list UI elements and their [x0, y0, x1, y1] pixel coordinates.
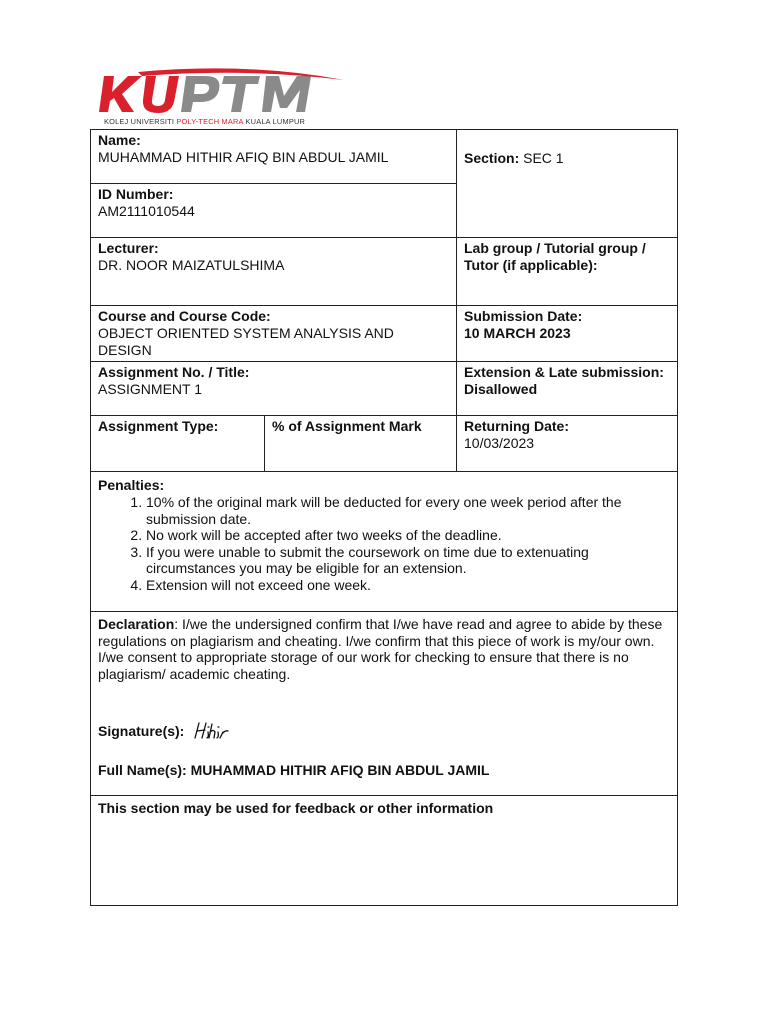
kuptm-logo: [98, 66, 348, 128]
lecturer-label: Lecturer:: [98, 240, 159, 256]
lecturer-cell: [91, 238, 457, 306]
assignment-cell: [91, 362, 457, 416]
section-cell: [457, 130, 678, 238]
lecturer-value: DR. NOOR MAIZATULSHIMA: [98, 257, 285, 273]
section-value: SEC 1: [519, 150, 564, 166]
handwritten-signature: [192, 720, 238, 742]
penalty-item: 1. 10% of the original mark will be deducted for every one week period after the submission date.: [146, 494, 670, 527]
fullname-value: MUHAMMAD HITHIR AFIQ BIN ABDUL JAMIL: [190, 762, 490, 778]
coversheet-table: [90, 129, 678, 906]
extension-value: Disallowed: [464, 381, 538, 397]
signature-label: Signature(s):: [98, 722, 185, 739]
submission-date-cell: [457, 306, 678, 362]
name-label: Name:: [98, 132, 141, 148]
penalty-item: 4. Extension will not exceed one week.: [146, 577, 670, 594]
logo-subtitle-part-b: POLY-TECH MARA: [176, 117, 244, 126]
submission-date-label: Submission Date:: [464, 308, 583, 324]
submission-date-value: 10 MARCH 2023: [464, 325, 571, 341]
lab-group-cell: [457, 238, 678, 306]
penalty-item: 2. No work will be accepted after two weeks of the deadline.: [146, 527, 670, 544]
feedback-label: This section may be used for feedback or other information: [98, 800, 494, 816]
penalties-list: [98, 494, 670, 593]
fullname-row: [98, 762, 670, 779]
logo-subtitle: [104, 117, 305, 126]
returning-date-label: Returning Date:: [464, 418, 569, 434]
fullname-label: Full Name(s):: [98, 762, 191, 778]
assignment-label: Assignment No. / Title:: [98, 364, 250, 380]
assignment-type-label: Assignment Type:: [98, 418, 219, 434]
name-value: MUHAMMAD HITHIR AFIQ BIN ABDUL JAMIL: [98, 149, 389, 165]
logo-subtitle-part-c: KUALA LUMPUR: [243, 117, 306, 126]
course-cell: [91, 306, 457, 362]
declaration-text: : I/we the undersigned confirm that I/we have read and agree to abide by these regulations on plagiarism and cheating. I/we confirm that this piece of work is my/our own. I/we consent to appropriate storage of our work for checking to ensure that there is no plagiarism/ academic cheating.: [98, 616, 663, 682]
kuptm-wordmark-graphic: [98, 66, 348, 116]
declaration-text-block: [98, 616, 670, 682]
assignment-mark-label: % of Assignment Mark: [272, 418, 422, 434]
course-value: OBJECT ORIENTED SYSTEM ANALYSIS AND DESIGN: [98, 325, 394, 358]
name-cell: [91, 130, 457, 184]
assignment-type-cell: [91, 416, 265, 472]
returning-date-cell: [457, 416, 678, 472]
declaration-cell: [91, 612, 678, 796]
section-label: Section:: [464, 150, 520, 166]
penalties-title: Penalties:: [98, 477, 165, 493]
assignment-mark-cell: [265, 416, 457, 472]
feedback-cell: [91, 796, 678, 906]
logo-subtitle-part-a: KOLEJ UNIVERSITI: [104, 117, 177, 126]
lab-group-label: Lab group / Tutorial group / Tutor (if applicable):: [464, 240, 646, 273]
id-label: ID Number:: [98, 186, 174, 202]
id-value: AM2111010544: [98, 203, 195, 219]
declaration-label: Declaration: [98, 616, 175, 632]
penalties-cell: [91, 472, 678, 612]
extension-label: Extension & Late submission:: [464, 364, 664, 380]
penalty-item: 3. If you were unable to submit the coursework on time due to extenuating circumstances you may be eligible for an extension.: [146, 544, 670, 577]
signature-row: [98, 720, 670, 742]
extension-cell: [457, 362, 678, 416]
returning-date-value: 10/03/2023: [464, 435, 535, 451]
course-label: Course and Course Code:: [98, 308, 271, 324]
id-cell: [91, 184, 457, 238]
assignment-value: ASSIGNMENT 1: [98, 381, 202, 397]
